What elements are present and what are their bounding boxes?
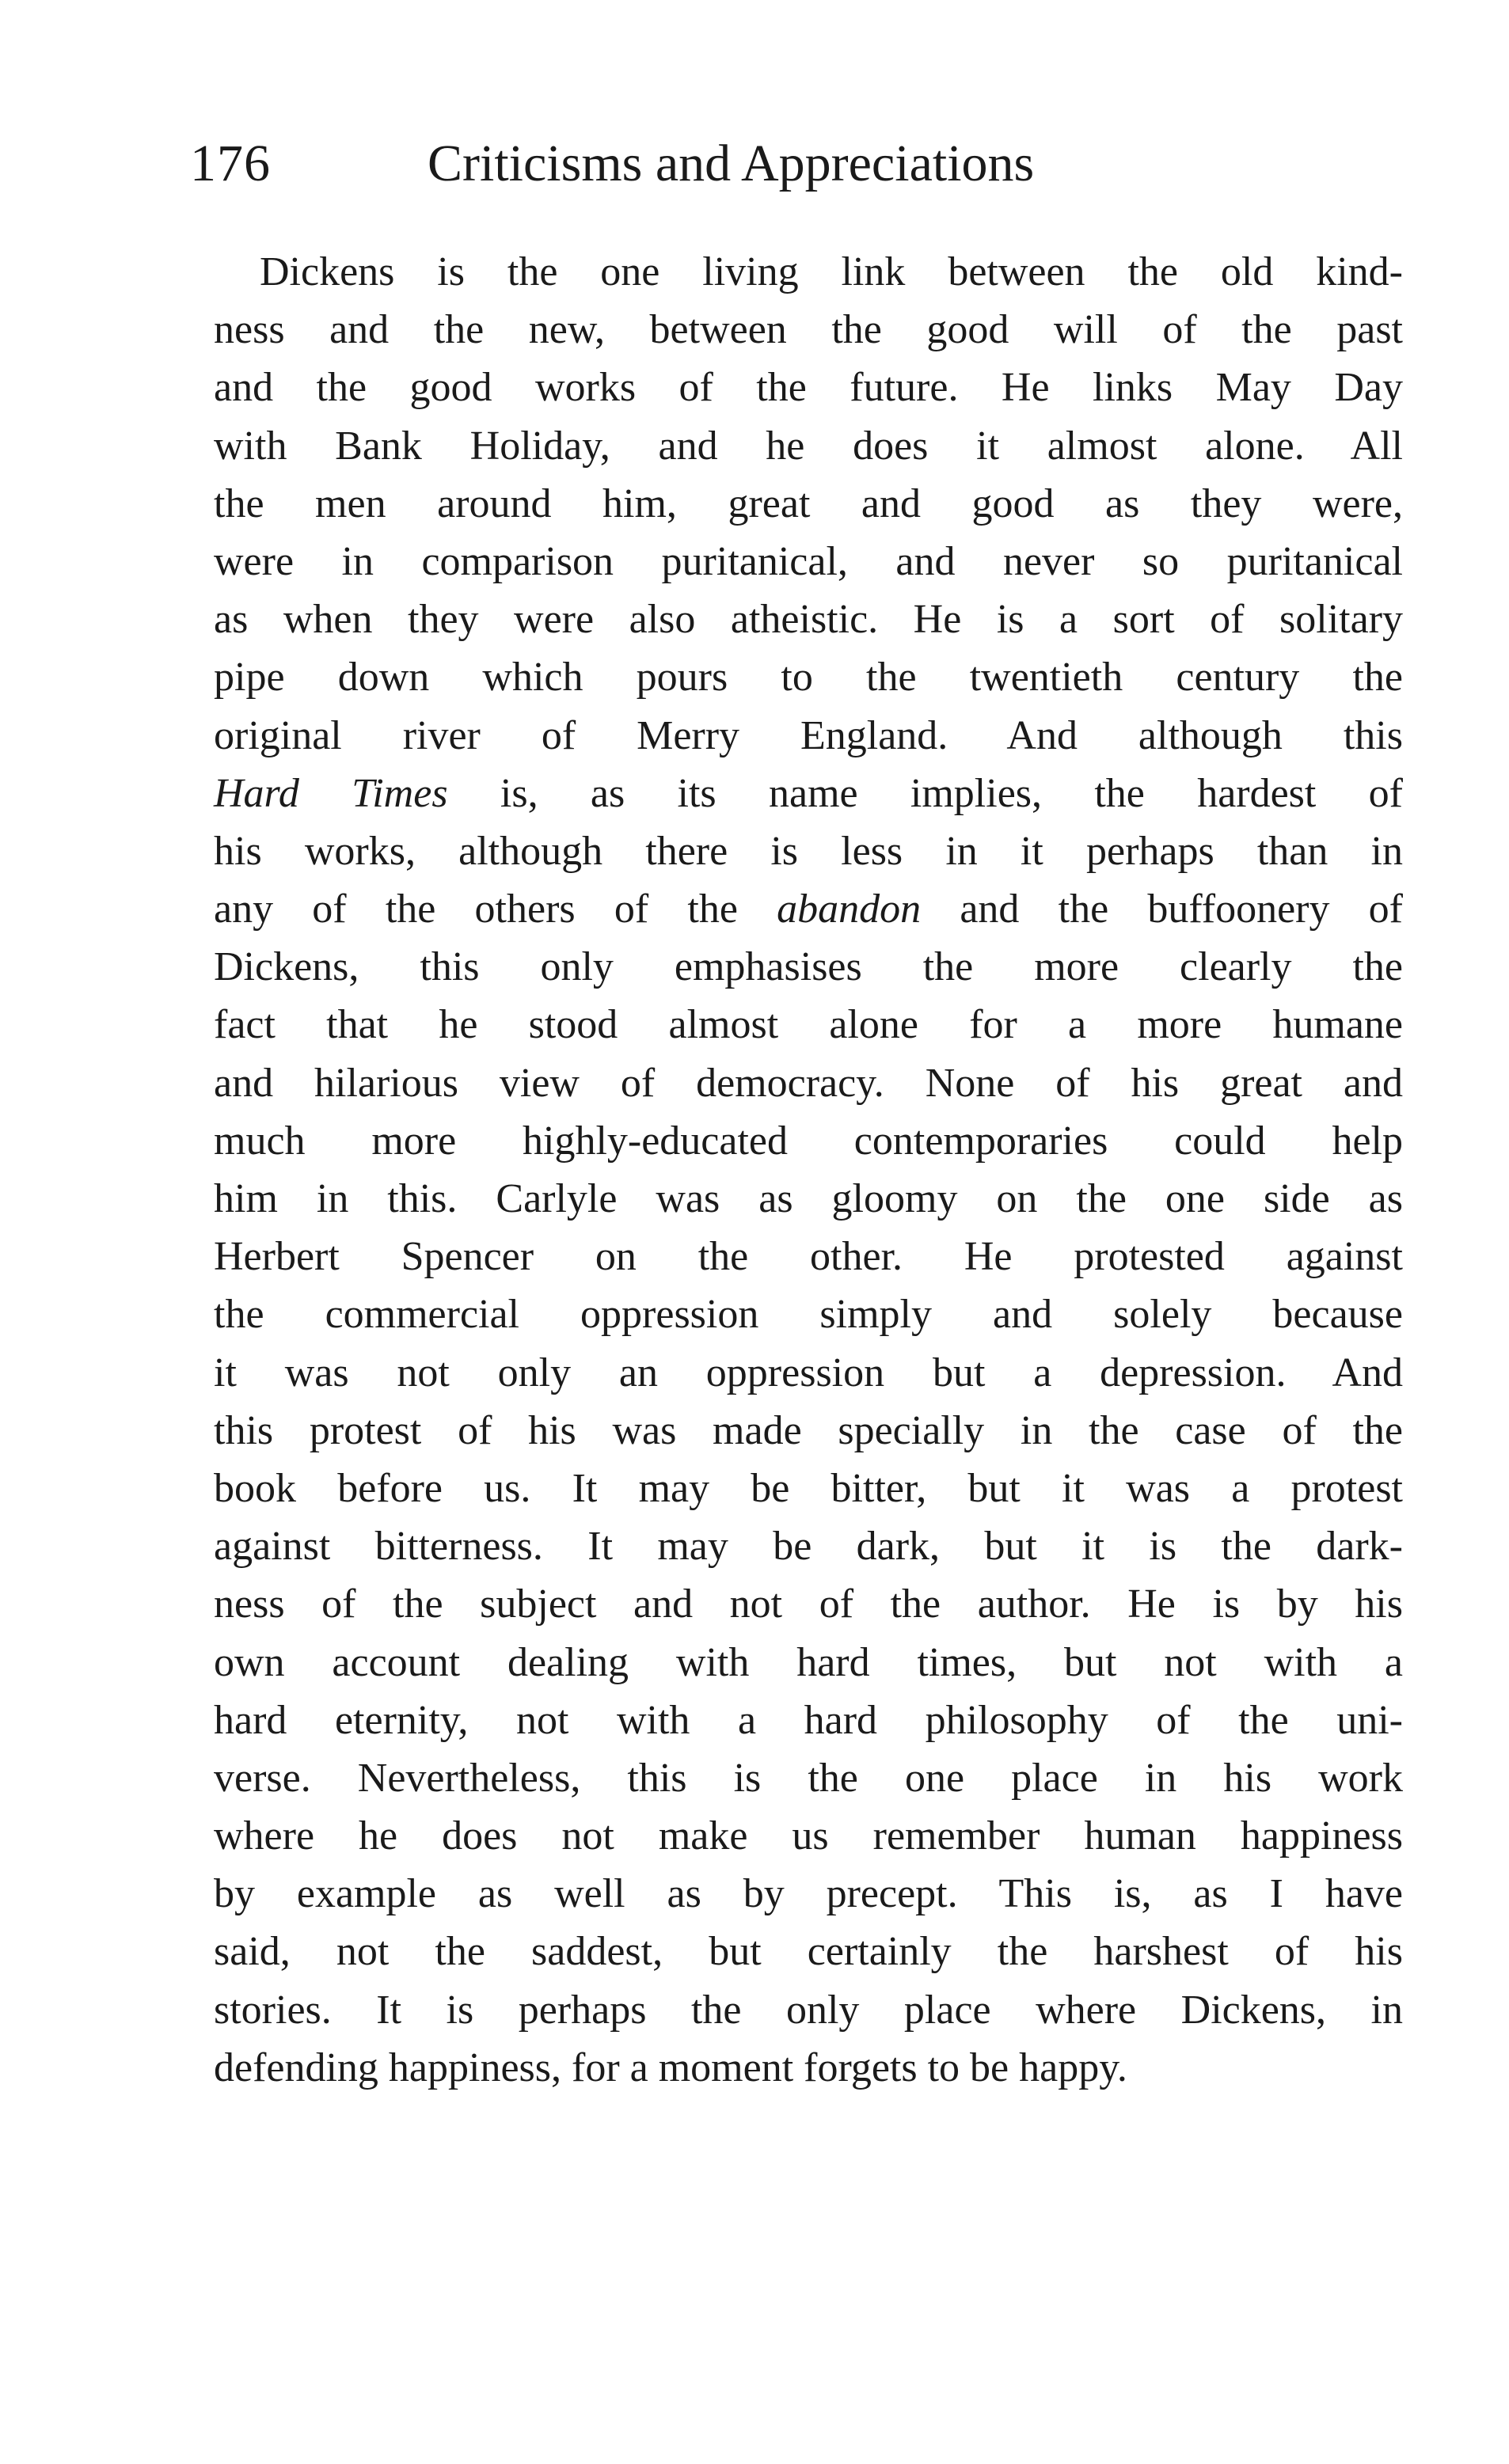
text-line: and hilarious view of democracy. None of his great and xyxy=(214,1060,1403,1106)
text-line: hard eternity, not with a hard philosophy of the uni- xyxy=(214,1697,1403,1743)
text-line: this protest of his was made specially in the case of the xyxy=(214,1407,1403,1453)
running-title: Criticisms and Appreciations xyxy=(428,135,1035,192)
text-run: and the buffoonery of xyxy=(921,887,1403,932)
text-line: Herbert Spencer on the other. He protested against xyxy=(214,1234,1403,1280)
text-line: said, not the saddest, but certainly the harshest of his xyxy=(214,1929,1403,1975)
text-line: ness and the new, between the good will of the past xyxy=(214,307,1403,353)
page-number: 176 xyxy=(190,135,271,192)
text-line: defending happiness, for a moment forgets to be happy. xyxy=(214,2044,1127,2090)
text-line: as when they were also atheistic. He is a sort of solitary xyxy=(214,597,1403,643)
text-line: book before us. It may be bitter, but it was a protest xyxy=(214,1465,1403,1511)
text-line: his works, although there is less in it perhaps than in xyxy=(214,828,1403,874)
text-line: fact that he stood almost alone for a more humane xyxy=(214,1002,1403,1048)
text-line: it was not only an oppression but a depression. And xyxy=(214,1350,1403,1395)
book-title-italic: Hard Times xyxy=(214,770,448,816)
text-line: stories. It is perhaps the only place where Dickens, in xyxy=(214,1987,1403,2033)
body-text xyxy=(214,243,1403,2097)
text-line xyxy=(214,880,1403,938)
text-line: and the good works of the future. He links May Day xyxy=(214,365,1403,411)
text-line: against bitterness. It may be dark, but it is the dark- xyxy=(214,1524,1403,1570)
text-line: original river of Merry England. And although this xyxy=(214,712,1403,758)
text-line: the commercial oppression simply and solely because xyxy=(214,1292,1403,1338)
text-line: him in this. Carlyle was as gloomy on the one side as xyxy=(214,1176,1403,1221)
text-line: verse. Nevertheless, this is the one place in his work xyxy=(214,1755,1403,1801)
running-head xyxy=(190,128,1409,199)
text-line: Dickens is the one living link between the old kind- xyxy=(260,249,1403,294)
text-line: with Bank Holiday, and he does it almost alone. All xyxy=(214,423,1403,469)
text-line: were in comparison puritanical, and never so puritanical xyxy=(214,538,1403,584)
text-line: the men around him, great and good as they were, xyxy=(214,480,1403,526)
text-run: is, as its name implies, the hardest of xyxy=(447,770,1403,816)
text-line: where he does not make us remember human happiness xyxy=(214,1813,1403,1859)
text-line: Dickens, this only emphasises the more clearly the xyxy=(214,944,1403,990)
text-line: pipe down which pours to the twentieth century the xyxy=(214,655,1403,700)
text-line: own account dealing with hard times, but not with a xyxy=(214,1639,1403,1685)
text-line xyxy=(214,765,1403,822)
text-line: by example as well as by precept. This is, as I have xyxy=(214,1871,1403,1917)
text-line: much more highly-educated contemporaries could help xyxy=(214,1118,1403,1164)
text-run: any of the others of the xyxy=(214,887,777,932)
text-line: ness of the subject and not of the author. He is by his xyxy=(214,1581,1403,1627)
italic-word: abandon xyxy=(777,887,922,932)
